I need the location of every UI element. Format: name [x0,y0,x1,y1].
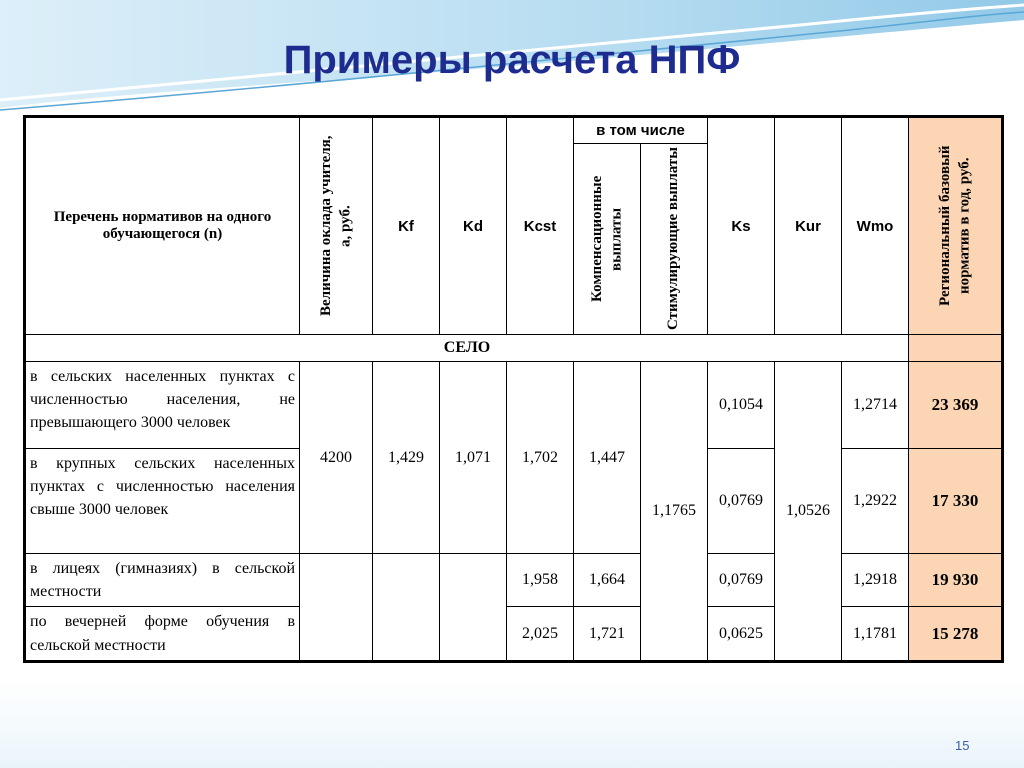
cell-kf: 1,429 [373,362,440,554]
cell-wmo: 1,2922 [842,449,909,554]
row-name: по вечерней форме обучения в сельской местности [25,607,300,661]
cell-wmo: 1,2918 [842,554,909,607]
cell-kcst: 1,702 [507,362,574,554]
cell-compensation: 1,447 [574,362,641,554]
header-kd: Kd [440,117,507,335]
cell-ks: 0,1054 [708,362,775,449]
cell-incentive: 1,1765 [641,362,708,662]
header-kur: Kur [775,117,842,335]
table-row [25,554,1003,607]
cell-kcst: 2,025 [507,607,574,661]
cell-norm: 17 330 [909,449,1003,554]
header-regional: Региональный базовый норматив в год, руб. [909,117,1003,335]
row-name: в лицеях (гимназиях) в сельской местности [25,554,300,607]
cell-ks: 0,0769 [708,554,775,607]
cell-kd: 1,071 [440,362,507,554]
header-kf: Kf [373,117,440,335]
page-number: 15 [955,738,970,753]
cell-kur: 1,0526 [775,362,842,662]
cell-compensation: 1,664 [574,554,641,607]
cell-ks: 0,0769 [708,449,775,554]
row-name: в сельских населенных пунктах с численностью населения, не превышающего 3000 человек [25,362,300,449]
table-row [25,607,1003,661]
section-selo: СЕЛО [25,335,909,362]
header-salary: Величина оклада учителя, а, руб. [300,117,373,335]
header-list: Перечень нормативов на одного обучающегося (n) [25,117,300,335]
slide-title: Примеры расчета НПФ [283,38,741,82]
cell-norm: 23 369 [909,362,1003,449]
header-including: в том числе [574,117,708,144]
cell-wmo: 1,2714 [842,362,909,449]
background-bottom [0,680,1024,768]
row-name: в крупных сельских населенных пунктах с численностью населения свыше 3000 человек [25,449,300,554]
cell-salary: 4200 [300,362,373,554]
cell-norm: 19 930 [909,554,1003,607]
cell-kf-empty [373,554,440,662]
cell-kcst: 1,958 [507,554,574,607]
cell-wmo: 1,1781 [842,607,909,661]
section-selo-regional [909,335,1003,362]
cell-salary-empty [300,554,373,662]
cell-compensation: 1,721 [574,607,641,661]
header-incentive: Стимулирующие выплаты [641,144,708,335]
cell-kd-empty [440,554,507,662]
npf-table [23,115,1004,663]
header-ks: Ks [708,117,775,335]
table-row [25,362,1003,449]
header-compensation: Компенсационные выплаты [574,144,641,335]
cell-norm: 15 278 [909,607,1003,661]
cell-ks: 0,0625 [708,607,775,661]
header-wmo: Wmo [842,117,909,335]
header-kcst: Kcst [507,117,574,335]
